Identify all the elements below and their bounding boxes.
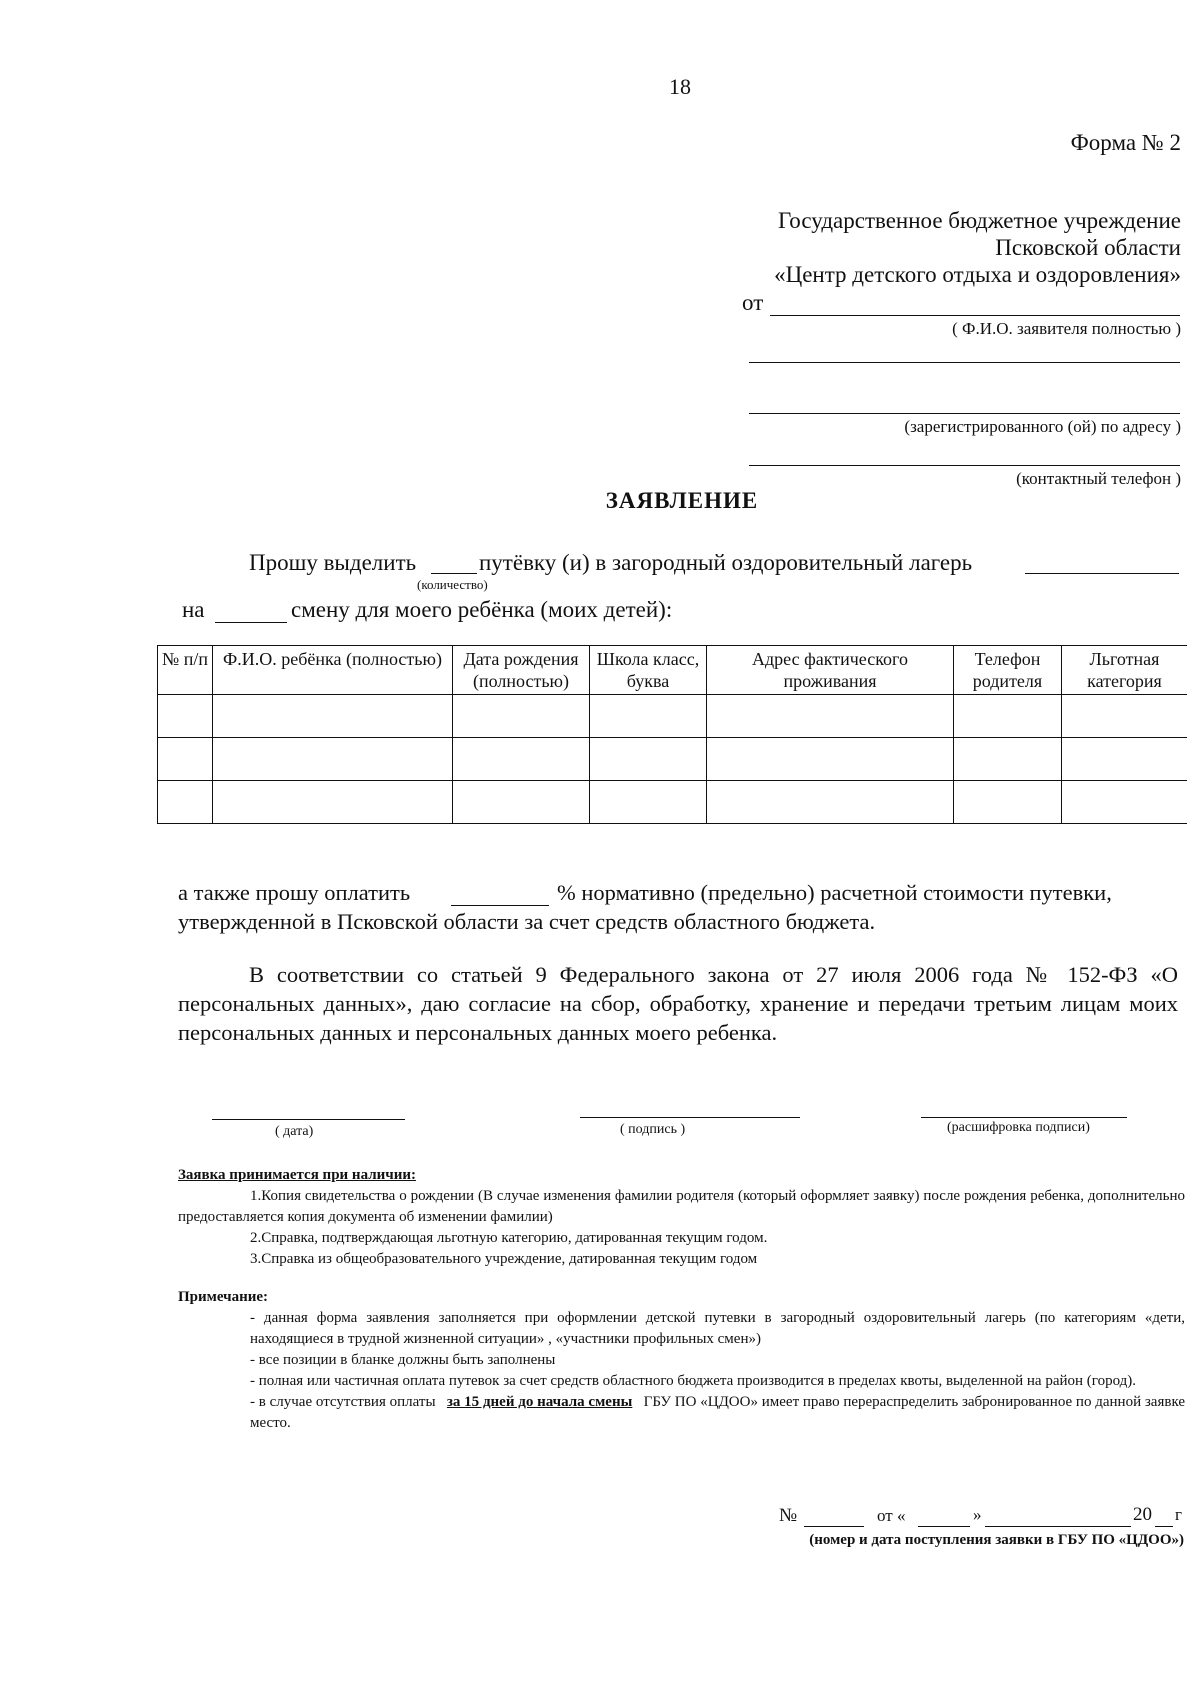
registration-quote-close: » [973,1505,982,1524]
phone-field[interactable] [749,465,1180,466]
camp-name-field[interactable] [1025,573,1179,574]
table-cell[interactable] [453,695,590,738]
note-item-4 [178,1392,1185,1434]
documents-heading: Заявка принимается при наличии: [178,1167,417,1183]
registration-year-field[interactable] [1155,1526,1173,1527]
col-header-birth-date: Дата рождения (полностью) [453,646,590,695]
table-cell[interactable] [1062,695,1188,738]
table-cell[interactable] [707,781,954,824]
payment-part-2: % нормативно (предельно) расчетной стоимости путевки, [557,880,1112,905]
note-item-2: - все позиции в бланке должны быть заполнены [250,1352,556,1368]
registration-month-field[interactable] [985,1526,1131,1527]
note-item-4-end: ГБУ ПО «ЦДОО» имеет право перераспределить забронированное по данной заявке место. [250,1394,1186,1431]
table-cell[interactable] [213,695,453,738]
registration-year-suffix: г [1175,1505,1182,1524]
signature-caption: ( подпись ) [620,1122,686,1137]
signature-decoding-field[interactable] [921,1117,1127,1118]
table-cell[interactable] [158,738,213,781]
document-title: ЗАЯВЛЕНИЕ [605,488,759,513]
table-cell[interactable] [213,738,453,781]
documents-item-3: 3.Справка из общеобразовательного учреждение, датированная текущим годом [250,1251,758,1267]
note-heading: Примечание: [178,1289,269,1305]
payment-line-2: утвержденной в Псковской области за счет средств областного бюджета. [178,909,876,934]
request-line2-text: смену для моего ребёнка (моих детей): [291,597,673,622]
col-header-phone: Телефон родителя [954,646,1062,695]
address-field[interactable] [749,413,1180,414]
documents-section [178,1165,1185,1270]
table-cell[interactable] [1062,738,1188,781]
table-header-row [158,646,1188,695]
table-row [158,781,1188,824]
request-part-2: путёвку (и) в загородный оздоровительный лагерь [479,550,973,575]
table-cell[interactable] [954,781,1062,824]
quantity-caption: (количество) [417,577,488,592]
table-cell[interactable] [590,781,707,824]
table-cell[interactable] [213,781,453,824]
address-caption: (зарегистрированного (ой) по адресу ) [904,417,1181,436]
children-table [157,645,1187,824]
table-cell[interactable] [453,781,590,824]
documents-item-2: 2.Справка, подтверждающая льготную категорию, датированная текущим годом. [250,1230,768,1246]
registration-year: 20 [1133,1504,1152,1525]
table-cell[interactable] [707,695,954,738]
table-row [158,695,1188,738]
table-cell[interactable] [158,781,213,824]
col-header-address: Адрес фактического проживания [707,646,954,695]
table-cell[interactable] [954,695,1062,738]
registration-number-label: № [779,1505,798,1526]
applicant-name-field[interactable] [770,315,1180,316]
registration-caption: (номер и дата поступления заявки в ГБУ ПО «ЦДОО») [809,1532,1184,1548]
registration-day-field[interactable] [918,1526,970,1527]
phone-caption: (контактный телефон ) [1016,469,1181,488]
request-line2-prefix: на [182,597,205,622]
note-section [178,1287,1185,1434]
table-cell[interactable] [453,738,590,781]
table-cell[interactable] [954,738,1062,781]
recipient-line-1: Государственное бюджетное учреждение [778,208,1181,233]
table-row [158,738,1188,781]
note-item-1: - данная форма заявления заполняется при оформлении детской путевки в загородный оздоровительный лагерь (по категориям «дети, находящиеся в трудной жизненной ситуации» , «участники профильных смен») [250,1310,1185,1347]
recipient-line-2: Псковской области [995,235,1181,260]
date-caption: ( дата) [275,1124,314,1139]
applicant-name-field-2[interactable] [749,362,1180,363]
documents-item-1: 1.Копия свидетельства о рождении (В случае изменения фамилии родителя (который оформляет заявку) после рождения ребенка, дополнительно предоставляется копия документа об изменении фамилии) [178,1188,1185,1225]
table-cell[interactable] [707,738,954,781]
col-header-school: Школа класс, буква [590,646,707,695]
shift-field[interactable] [215,622,287,623]
table-cell[interactable] [590,695,707,738]
page-number: 18 [669,74,691,99]
registration-from-label: от « [877,1506,906,1525]
note-item-3: - полная или частичная оплата путевок за счет средств областного бюджета производится в пределах квоты, выделенной на район (город). [250,1373,1137,1389]
registration-number-field[interactable] [804,1526,864,1527]
recipient-line-3: «Центр детского отдыха и оздоровления» [774,262,1181,287]
col-header-number: № п/п [158,646,213,695]
request-part-1: Прошу выделить [249,550,417,575]
consent-paragraph: В соответствии со статьей 9 Федерального закона от 27 июля 2006 года № 152-ФЗ «О персональных данных», даю согласие на сбор, обработку, хранение и передачи третьим лицам моих персональных данных и персональных данных моего ребенка. [178,962,1178,1045]
payment-part-1: а также прошу оплатить [178,880,411,905]
table-cell[interactable] [590,738,707,781]
quantity-field[interactable] [431,573,477,574]
from-label: от [742,290,764,315]
recipient-block [774,207,1181,288]
table-cell[interactable] [1062,781,1188,824]
signature-field[interactable] [580,1117,800,1118]
col-header-category: Льготная категория [1062,646,1188,695]
decoding-caption: (расшифровка подписи) [947,1120,1090,1135]
col-header-child-name: Ф.И.О. ребёнка (полностью) [213,646,453,695]
note-item-4-start: - в случае отсутствия оплаты [250,1394,436,1410]
fio-caption: ( Ф.И.О. заявителя полностью ) [952,319,1181,338]
form-number: Форма № 2 [1070,130,1181,155]
table-cell[interactable] [158,695,213,738]
date-field[interactable] [212,1119,405,1120]
payment-percent-field[interactable] [451,905,549,906]
note-item-4-deadline: за 15 дней до начала смены [446,1394,633,1410]
